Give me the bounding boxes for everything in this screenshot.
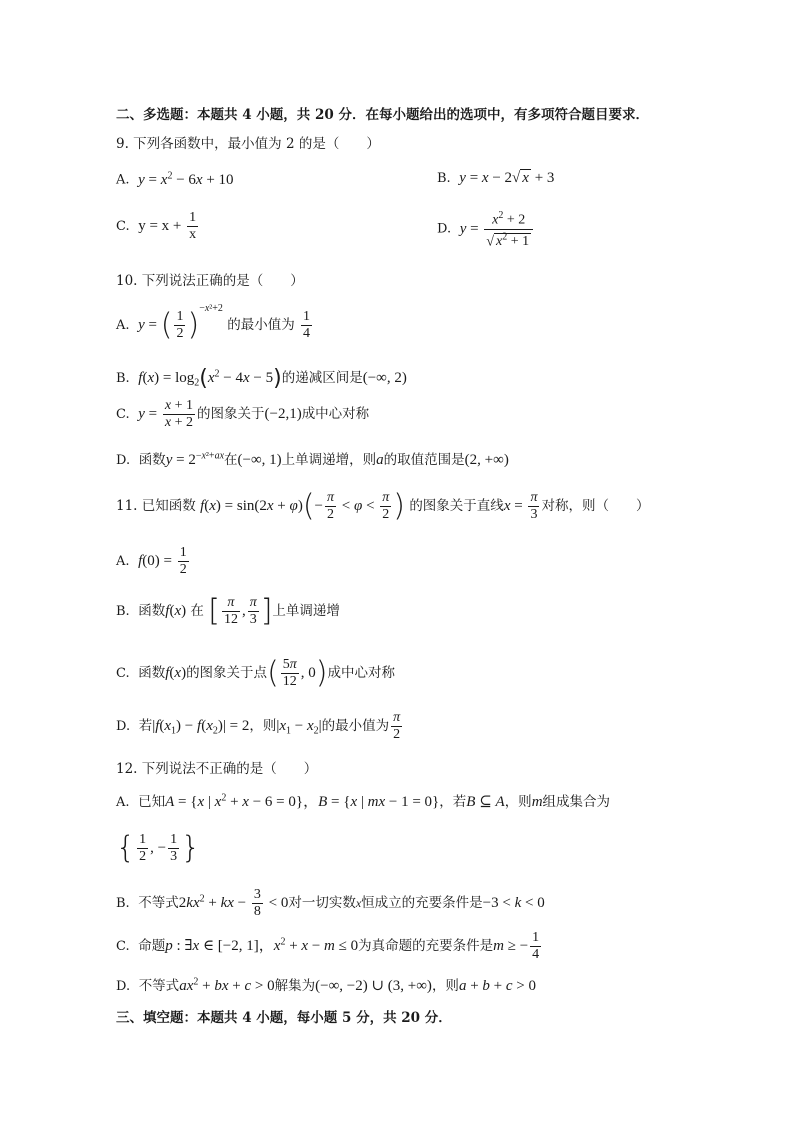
q11-b-pre: 函数 bbox=[138, 603, 166, 619]
section-3-heading: 三、填空题：本题共 4 小题，每小题 5 分，共 20 分． bbox=[116, 1010, 452, 1026]
q12-option-d[interactable]: D. 不等式$ax^2$ + bx + c > 0解集为(−∞, −2) ∪ (3, +∞)，则a + b + c > 0 bbox=[116, 976, 537, 994]
q12-d-pre: 不等式 bbox=[138, 978, 180, 994]
section-2-heading: 二、多选题：本题共 4 小题，共 20 分．在每小题给出的选项中，有多项符合题目要求． bbox=[116, 107, 649, 123]
q9-c-label: C. bbox=[116, 219, 130, 234]
q10-d-label: D. bbox=[116, 453, 131, 468]
q12-option-a[interactable]: A. 已知A = {x | $x^2 + x - 6 = 0$}，B = {x | mx − 1 = 0}，若B ⊆ A，则m组成集合为 bbox=[116, 792, 611, 810]
q11-d-pre: 若 bbox=[138, 718, 153, 734]
q12-c-pre: 命题 bbox=[138, 938, 166, 954]
q9-a-formula: $y = x^2 - 6x + 10$ bbox=[138, 170, 234, 188]
q11-stem: 11. 已知函数 f(x) = sin(2x + φ)(− $\frac{\pi}{2}$ < φ < $\frac{\pi}{2}$ ) 的图象关于直线x = $\frac{\pi}{3}$ 对称，则（ ） bbox=[116, 488, 650, 524]
q10-a-mid: 的最小值为 bbox=[227, 317, 295, 333]
q12-d-mid2: ，则 bbox=[431, 978, 459, 994]
q12-c-label: C. bbox=[116, 939, 130, 954]
q12-b-label: B. bbox=[116, 896, 130, 911]
q9-d-label: D. bbox=[437, 221, 452, 237]
q12-stem: 12. 下列说法不正确的是（ ） bbox=[116, 761, 318, 777]
q11-d-label: D. bbox=[116, 719, 131, 734]
q11-a-label: A. bbox=[116, 554, 130, 569]
q11-c-end: 成中心对称 bbox=[327, 665, 396, 681]
q12-d-label: D. bbox=[116, 979, 131, 994]
q11-c-label: C. bbox=[116, 666, 130, 681]
q9-a-label: A. bbox=[116, 172, 130, 188]
q10-d-pre: 函数 bbox=[138, 452, 166, 468]
q9-option-d[interactable] bbox=[437, 208, 535, 250]
q12-a-pre: 已知 bbox=[138, 794, 166, 810]
q12-b-pre: 不等式 bbox=[138, 895, 179, 911]
q9-option-b[interactable] bbox=[437, 170, 554, 187]
q12-option-c[interactable]: C. 命题p : ∃x ∈ [−2, 1]，$x^2 + x - m \le 0$为真命题的充要条件是m ≥ − $\frac{1}{4}$ bbox=[116, 930, 540, 962]
q11-c-mid: 的图象关于点 bbox=[186, 665, 268, 681]
q10-b-label: B. bbox=[116, 371, 130, 386]
q12-b-mid2: 恒成立的充要条件是 bbox=[361, 895, 483, 911]
q12-c-mid: 为真命题的充要条件是 bbox=[358, 938, 494, 954]
q9-b-label: B. bbox=[437, 171, 451, 186]
q9-d-formula: y = $\frac{x^2 + 2}{√ x^2 + 1}$ bbox=[460, 221, 535, 237]
q10-c-mid: 的图象关于 bbox=[196, 406, 265, 422]
q9-option-c[interactable]: C. y = x + $\frac{1}{x}$ bbox=[116, 210, 197, 242]
q10-option-b[interactable]: B. $f(x) = \log_2(x^2 - 4x - 5)$的递减区间是(−∞, 2) bbox=[116, 366, 407, 391]
q12-a-answer-set: { $\frac{1}{2}$ , − $\frac{1}{3}$ } bbox=[116, 830, 201, 866]
q12-a-mid: ，若 bbox=[439, 794, 467, 810]
q11-b-mid: 在 bbox=[190, 603, 204, 619]
q12-a-label: A. bbox=[116, 795, 130, 810]
q9-option-a[interactable] bbox=[116, 170, 234, 189]
q10-option-a[interactable]: A. y = ( $\frac{1}{2}$ )$^{-x^2+2}$ 的最小值为 $\frac{1}{4}$ bbox=[116, 303, 311, 343]
q11-stem-mid: 的图象关于直线 bbox=[409, 498, 504, 514]
q11-option-c[interactable]: C. 函数f(x)的图象关于点( $\frac{5\pi}{12}$ , 0)成中心对称 bbox=[116, 655, 396, 691]
q11-d-mid: ，则 bbox=[249, 718, 277, 734]
q10-a-label: A. bbox=[116, 318, 130, 333]
q10-b-mid: 的递减区间是 bbox=[281, 370, 363, 386]
q10-option-c[interactable]: C. y = $\frac{x + 1}{x + 2}$ 的图象关于(−2,1)成中心对称 bbox=[116, 398, 370, 430]
q11-option-d[interactable]: D. 若$|f(x_1) - f(x_2)| = 2$，则$|x_1 - x_2|$的最小值为 $\frac{\pi}{2}$ bbox=[116, 710, 401, 742]
q11-d-end: 的最小值为 bbox=[321, 718, 390, 734]
q11-option-a[interactable]: A. f(0) = $\frac{1}{2}$ bbox=[116, 545, 187, 577]
q10-stem: 10. 下列说法正确的是（ ） bbox=[116, 273, 304, 289]
q10-c-end: 成中心对称 bbox=[301, 406, 370, 422]
q10-d-mid: 在 bbox=[224, 452, 238, 468]
q11-b-label: B. bbox=[116, 604, 130, 619]
q11-stem-end: 对称，则（ ） bbox=[541, 498, 650, 514]
q12-a-mid2: ，则 bbox=[504, 794, 532, 810]
q10-c-label: C. bbox=[116, 407, 130, 422]
q9-c-formula: y = x + bbox=[138, 218, 186, 234]
q12-d-mid: 解集为 bbox=[274, 978, 316, 994]
q10-option-d[interactable]: D. 函数$y = 2^{-x^2+ax}$在(−∞, 1)上单调递增，则a的取值范围是(2, +∞) bbox=[116, 450, 509, 468]
q11-option-b[interactable]: B. 函数f(x) 在 [ $\frac{\pi}{12}$ , $\frac{\pi}{3}$ ]上单调递增 bbox=[116, 593, 340, 629]
q12-b-mid: 对一切实数 bbox=[288, 895, 356, 911]
q12-a-end: 组成集合为 bbox=[542, 794, 611, 810]
q9-stem: 9. 下列各函数中，最小值为 2 的是（ ） bbox=[116, 136, 380, 152]
q11-b-end: 上单调递增 bbox=[272, 603, 340, 619]
q12-option-b[interactable]: B. 不等式$2kx^2$ + kx − $\frac{3}{8}$ < 0对一切实数x恒成立的充要条件是−3 < k < 0 bbox=[116, 887, 545, 919]
q11-c-pre: 函数 bbox=[138, 665, 166, 681]
q10-d-mid3: 的取值范围是 bbox=[383, 452, 465, 468]
q9-b-formula: y = x − 2√ x + 3 bbox=[459, 170, 555, 186]
q11-stem-pre: 11. 已知函数 bbox=[116, 498, 196, 514]
q10-d-mid2: 上单调递增，则 bbox=[281, 452, 377, 468]
